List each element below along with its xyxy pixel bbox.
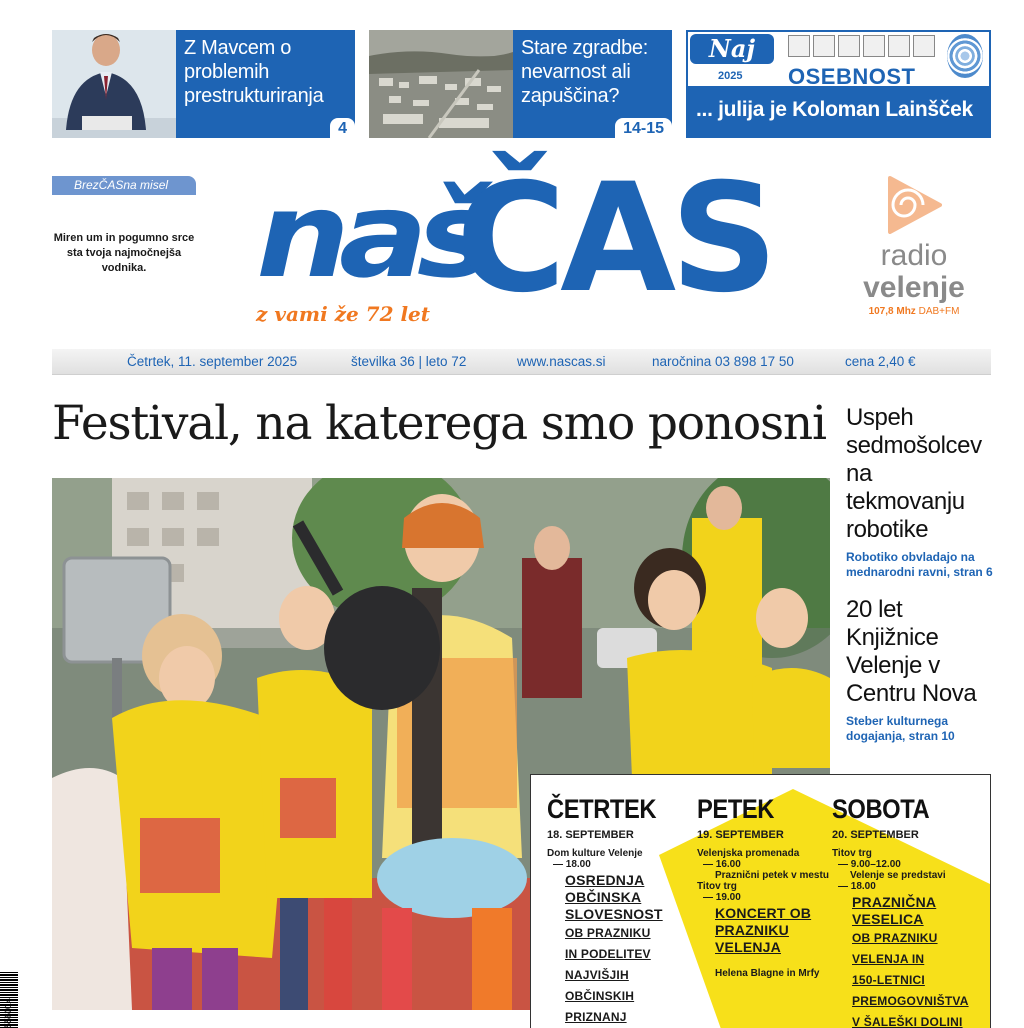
schedule-time: — 19.00 (703, 892, 741, 903)
schedule-event-detail: NAJVIŠJIH (565, 968, 629, 982)
schedule-day-saturday (832, 795, 972, 1028)
brezcasna-misel-tab: BrezČASna misel (52, 176, 196, 195)
side-story-title: 20 let Knjižnice Velenje v Centru Nova (846, 596, 977, 707)
masthead-cas: ČAS (456, 152, 773, 326)
schedule-event-detail: PRIZNANJ (565, 1010, 627, 1024)
schedule-event-detail: PREMOGOVNIŠTVA (852, 994, 969, 1008)
schedule-time-value: 9.00–12.00 (850, 859, 901, 870)
portrait-sketch-icon (788, 35, 810, 57)
schedule-day: ČETRTEK (547, 794, 657, 824)
side-story[interactable] (846, 404, 996, 580)
schedule-location: Titov trg (832, 848, 872, 859)
teaser-photo-mavec (52, 30, 176, 138)
portrait-sketch-icon (888, 35, 910, 57)
radio-frequency (844, 306, 984, 317)
schedule-date: 18. SEPTEMBER (547, 829, 634, 841)
schedule-pre-event: Velenje se predstavi (850, 870, 946, 881)
schedule-location: Titov trg (697, 881, 737, 892)
teaser-stare-zgradbe[interactable] (369, 30, 672, 138)
naj-header (686, 30, 991, 89)
schedule-time: — 18.00 (838, 881, 876, 892)
radio-velenje-logo[interactable] (844, 176, 984, 331)
schedule-event-detail: OB PRAZNIKU (852, 931, 938, 945)
naj-title: OSEBNOST (788, 64, 916, 89)
schedule-location: Dom kulture Velenje (547, 848, 643, 859)
teaser-box (176, 30, 355, 138)
teaser-photo-buildings (369, 30, 513, 138)
radio-name-line1: radio (880, 239, 948, 272)
side-story-subtitle: Robotiko obvladajo na mednarodni ravni, stran 6 (846, 550, 993, 579)
teaser-title: Z Mavcem o problemih prestrukturiranja (184, 37, 324, 107)
website-link[interactable]: www.nascas.si (517, 354, 606, 369)
masthead-nas: naš (256, 166, 485, 304)
schedule-time: — 9.00–12.00 (838, 859, 901, 870)
masthead-tagline: z vami že 72 let (256, 302, 431, 326)
schedule-time-value: 16.00 (715, 859, 741, 870)
brezcasna-misel-quote: Miren um in pogumno srce sta tvoja najmočnejša vodnika. (53, 232, 195, 274)
main-headline[interactable]: Festival, na katerega smo ponosni (52, 396, 826, 451)
fingerprint-icon (947, 34, 983, 78)
schedule-day: PETEK (697, 794, 775, 824)
teaser-mavec[interactable] (52, 30, 355, 138)
masthead-logo[interactable] (256, 152, 796, 338)
schedule-time: — 18.00 (553, 859, 591, 870)
side-story-subtitle: Steber kulturnega dogajanja, stran 10 (846, 714, 955, 743)
portrait-sketches (788, 35, 935, 57)
side-story-title: Uspeh sedmošolcev na tekmovanju robotike (846, 404, 982, 543)
schedule-day: SOBOTA (832, 794, 930, 824)
schedule-day-friday (697, 795, 837, 979)
schedule-event-detail: OBČINSKIH (565, 989, 635, 1003)
teaser-box (513, 30, 672, 138)
schedule-day-thursday (547, 795, 687, 1028)
issue-number: številka 36 | leto 72 (351, 354, 467, 369)
naj-osebnost-banner[interactable] (686, 30, 991, 138)
schedule-event: KONCERT OB PRAZNIKU VELENJA (715, 905, 812, 955)
schedule-performers: Helena Blagne in Mrfy (715, 968, 820, 979)
schedule-event-detail: V ŠALEŠKI DOLINI (852, 1015, 963, 1028)
portrait-sketch-icon (838, 35, 860, 57)
teaser-title: Stare zgradbe: nevarnost ali zapuščina? (521, 37, 648, 107)
naj-logo: Naj (690, 34, 774, 64)
schedule-time: — 16.00 (703, 859, 741, 870)
schedule-event-detail: 150-LETNICI (852, 973, 925, 987)
radio-band: DAB+FM (918, 306, 960, 317)
schedule-event: PRAZNIČNA VESELICA (852, 894, 937, 927)
schedule-time-value: 19.00 (715, 892, 741, 903)
portrait-sketch-icon (813, 35, 835, 57)
schedule-date: 20. SEPTEMBER (832, 829, 919, 841)
event-schedule (530, 774, 991, 1028)
schedule-date: 19. SEPTEMBER (697, 829, 784, 841)
schedule-pre-event: Praznični petek v mestu (715, 870, 829, 881)
radio-name-line2: velenje (863, 271, 965, 304)
issue-date: Četrtek, 11. september 2025 (127, 354, 298, 369)
schedule-time-value: 18.00 (850, 881, 876, 892)
portrait-sketch-icon (863, 35, 885, 57)
teaser-page-number: 4 (330, 118, 355, 138)
naj-year: 2025 (718, 70, 743, 82)
schedule-event-detail: OB PRAZNIKU (565, 926, 651, 940)
radio-play-icon (886, 176, 942, 234)
schedule-time-value: 18.00 (565, 859, 591, 870)
side-story[interactable] (846, 596, 996, 744)
barcode-number: 556014 (3, 997, 13, 1028)
schedule-event-detail: VELENJA IN (852, 952, 925, 966)
portrait-sketch-icon (913, 35, 935, 57)
schedule-location: Velenjska promenada (697, 848, 800, 859)
schedule-event-detail: IN PODELITEV (565, 947, 651, 961)
radio-freq: 107,8 Mhz (868, 306, 916, 317)
subscription-phone: naročnina 03 898 17 50 (652, 354, 794, 369)
info-bar (52, 349, 991, 375)
schedule-event: OSREDNJA OBČINSKA SLOVESNOST (565, 872, 663, 922)
naj-text: ... julija je Koloman Lainšček (686, 86, 991, 138)
teaser-page-number: 14-15 (615, 118, 672, 138)
price: cena 2,40 € (845, 354, 916, 369)
